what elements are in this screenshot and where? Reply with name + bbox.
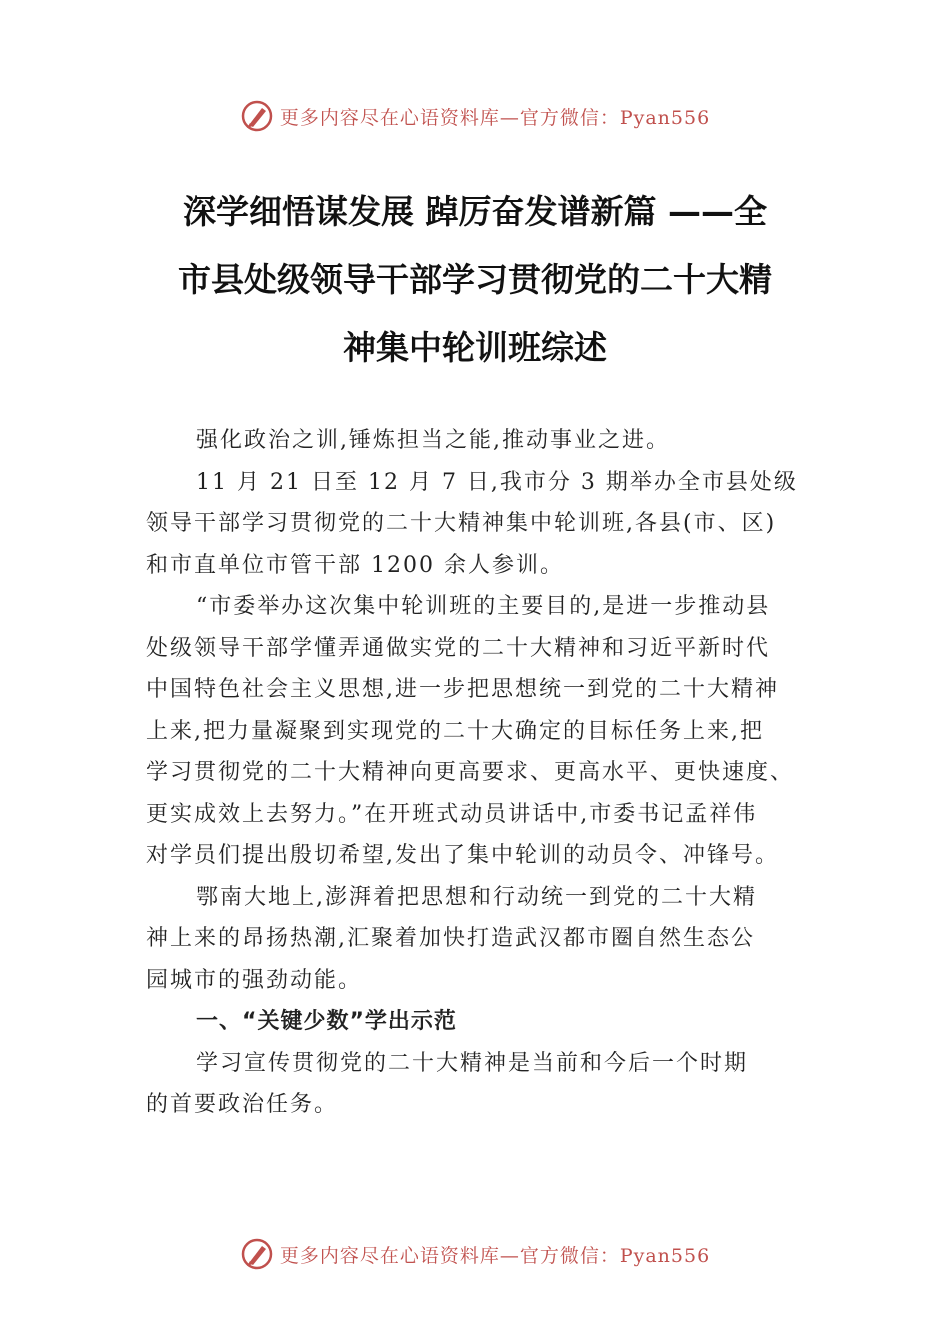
paragraph-line: 中国特色社会主义思想,进一步把思想统一到党的二十大精神 [146, 677, 779, 702]
paragraph-line: 的首要政治任务。 [146, 1092, 339, 1117]
paragraph-line: 上来,把力量凝聚到实现党的二十大确定的目标任务上来,把 [146, 718, 764, 744]
pen-logo-icon [240, 99, 274, 133]
paragraph-line: 学习宣传贯彻党的二十大精神是当前和今后一个时期 [196, 1050, 749, 1076]
title-line: 神集中轮训班综述 [343, 328, 607, 367]
title-line: 深学细悟谋发展 踔厉奋发谱新篇 ——全 [183, 192, 767, 231]
watermark-text: 更多内容尽在心语资料库—官方微信：Pyan556 [279, 106, 711, 129]
paragraph-line: 对学员们提出殷切希望,发出了集中轮训的动员令、冲锋号。 [146, 843, 779, 868]
paragraph-line: “市委举办这次集中轮训班的主要目的,是进一步推动县 [196, 594, 771, 619]
paragraph-line: 11 月 21 日至 12 月 7 日,我市分 3 期举办全市县处级 [196, 469, 798, 495]
paragraph-line: 领导干部学习贯彻党的二十大精神集中轮训班,各县(市、区) [146, 511, 777, 536]
paragraph-line: 处级领导干部学懂弄通做实党的二十大精神和习近平新时代 [146, 635, 771, 661]
pen-logo-icon [240, 1237, 274, 1271]
article-body [146, 420, 826, 1126]
paragraph-line: 园城市的强劲动能。 [146, 967, 363, 993]
paragraph-line: 学习贯彻党的二十大精神向更高要求、更高水平、更快速度、 [146, 760, 795, 785]
paragraph-line: 鄂南大地上,澎湃着把思想和行动统一到党的二十大精 [196, 884, 757, 910]
paragraph-line: 更实成效上去努力。”在开班式动员讲话中,市委书记孟祥伟 [146, 801, 758, 827]
paragraph-line: 强化政治之训,锤炼担当之能,推动事业之进。 [196, 428, 670, 453]
section-heading: 一、“关键少数”学出示范 [196, 1009, 457, 1034]
header-watermark [0, 94, 950, 138]
footer-watermark [0, 1232, 950, 1276]
document-title [150, 178, 800, 382]
watermark-text: 更多内容尽在心语资料库—官方微信：Pyan556 [279, 1244, 711, 1267]
title-line: 市县处级领导干部学习贯彻党的二十大精 [178, 260, 772, 299]
paragraph-line: 和市直单位市管干部 1200 余人参训。 [146, 552, 564, 578]
paragraph-line: 神上来的昂扬热潮,汇聚着加快打造武汉都市圈自然生态公 [146, 926, 755, 951]
